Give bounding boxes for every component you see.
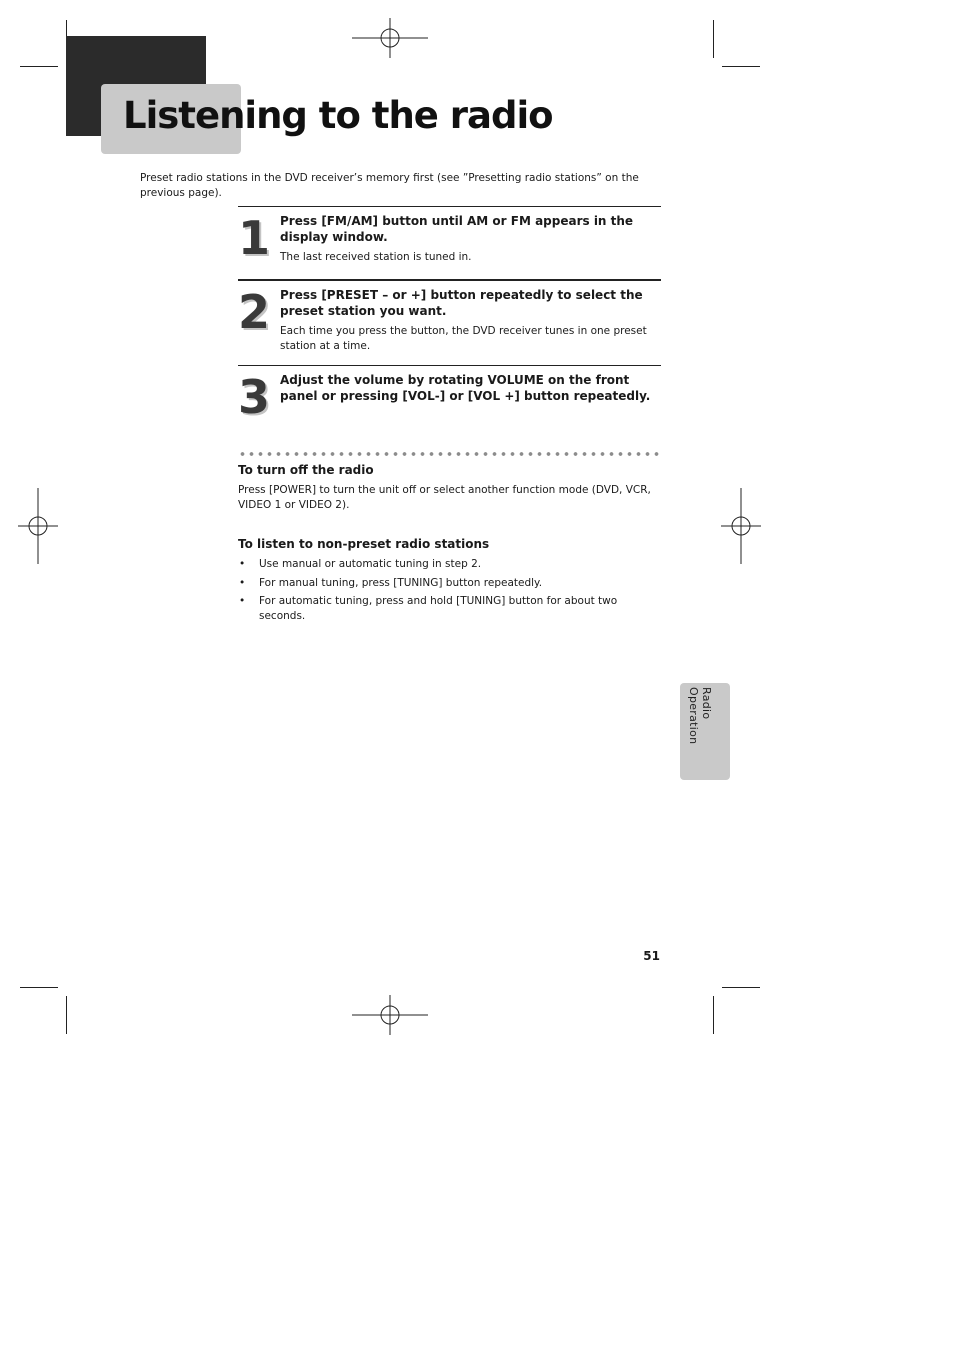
page-number: 51 xyxy=(643,949,660,963)
page-title: Listening to the radio xyxy=(123,94,553,137)
step-number: 3 xyxy=(238,370,269,424)
crop-mark xyxy=(713,996,714,1034)
dotted-divider xyxy=(238,451,662,457)
crop-mark xyxy=(20,66,58,67)
turn-off-heading: To turn off the radio xyxy=(238,463,374,477)
turn-off-section xyxy=(238,462,658,513)
step-description: Each time you press the button, the DVD receiver tunes in one preset station at a time. xyxy=(280,325,647,352)
crop-mark xyxy=(722,987,760,988)
list-item: • For automatic tuning, press and hold [TUNING] button for about two seconds. xyxy=(238,594,658,624)
registration-mark-icon xyxy=(0,488,76,564)
step-heading: Adjust the volume by rotating VOLUME on the front panel or pressing [VOL-] or [VOL +] button repeatedly. xyxy=(280,373,651,403)
non-preset-heading: To listen to non-preset radio stations xyxy=(238,537,490,551)
step-number: 2 xyxy=(238,285,269,339)
list-item: • For manual tuning, press [TUNING] button repeatedly. xyxy=(238,576,658,591)
crop-mark xyxy=(722,66,760,67)
step-1 xyxy=(238,206,661,279)
step-description: The last received station is tuned in. xyxy=(280,251,472,263)
side-tab-label: Radio Operation xyxy=(687,687,713,745)
registration-mark-icon xyxy=(703,488,779,564)
non-preset-list xyxy=(238,557,658,628)
step-3 xyxy=(238,365,661,426)
step-heading: Press [FM/AM] button until AM or FM appears in the display window. xyxy=(280,214,634,244)
step-2 xyxy=(238,279,661,366)
turn-off-text: Press [POWER] to turn the unit off or select another function mode (DVD, VCR, VIDEO 1 or VIDEO 2). xyxy=(238,484,651,511)
section-side-tab xyxy=(680,683,730,780)
intro-text: Preset radio stations in the DVD receiver’s memory first (see ”Presetting radio stations” on the previous page). xyxy=(140,172,639,199)
registration-mark-icon xyxy=(352,0,428,76)
crop-mark xyxy=(713,20,714,58)
step-heading: Press [PRESET – or +] button repeatedly to select the preset station you want. xyxy=(280,288,643,318)
registration-mark-icon xyxy=(352,977,428,1053)
step-number: 1 xyxy=(238,211,269,265)
list-item: • Use manual or automatic tuning in step 2. xyxy=(238,557,658,572)
crop-mark xyxy=(66,996,67,1034)
crop-mark xyxy=(20,987,58,988)
